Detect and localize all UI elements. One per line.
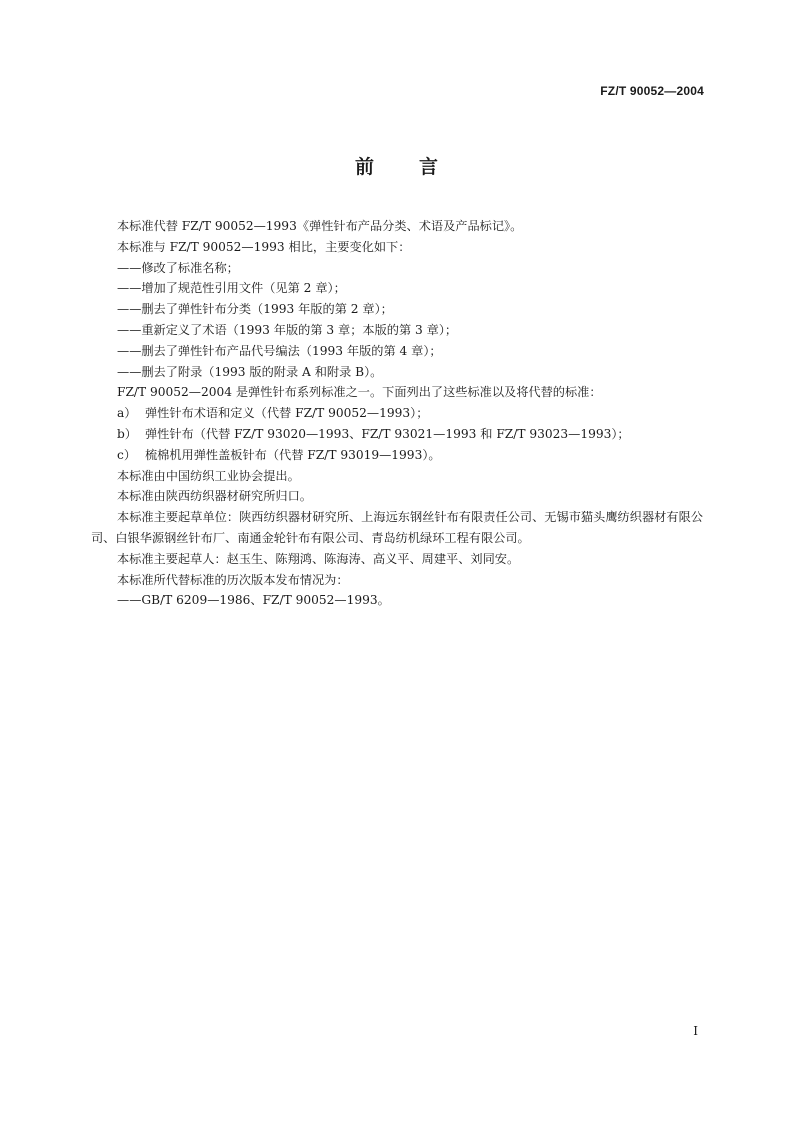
body-line: ——增加了规范性引用文件（见第 2 章）； xyxy=(117,281,346,296)
list-item xyxy=(91,403,703,424)
drafting-units: 本标准主要起草单位：陕西纺织器材研究所、上海远东钢丝针布有限责任公司、无锡市猫头鹰纺织器材有限公司、白银华源钢丝针布厂、南通金轮针布有限公司、青岛纺机绿环工程有限公司。 xyxy=(91,510,703,545)
list-item-text: 弹性针布（代替 FZ/T 93020—1993、FZ/T 93021—1993 和 FZ/T 93023—1993）； xyxy=(145,426,630,441)
list-item-text: 梳棉机用弹性盖板针布（代替 FZ/T 93019—1993）。 xyxy=(145,447,441,462)
body-line: 本标准与 FZ/T 90052—1993 相比，主要变化如下： xyxy=(117,239,411,254)
history-line: ——GB/T 6209—1986、FZ/T 90052—1993。 xyxy=(117,593,390,608)
proposed-by: 本标准由中国纺织工业协会提出。 xyxy=(117,468,300,483)
list-item-label: b） xyxy=(117,426,137,441)
doc-code: FZ/T 90052—2004 xyxy=(600,84,704,98)
body-line: ——删去了弹性针布分类（1993 年版的第 2 章）； xyxy=(117,302,393,317)
list-item xyxy=(91,424,703,445)
list-item-label: c） xyxy=(117,447,137,462)
body-line: 本标准代替 FZ/T 90052—1993《弹性针布产品分类、术语及产品标记》。 xyxy=(117,219,523,233)
history-intro: 本标准所代替标准的历次版本发布情况为： xyxy=(117,572,349,587)
page-title-part1: 前 xyxy=(354,156,375,178)
list-item-text: 弹性针布术语和定义（代替 FZ/T 90052—1993）； xyxy=(145,406,429,421)
body-line: ——重新定义了术语（1993 年版的第 3 章；本版的第 3 章）； xyxy=(117,322,458,337)
body-line: ——删去了附录（1993 版的附录 A 和附录 B）。 xyxy=(117,364,383,379)
body-line: ——修改了标准名称； xyxy=(117,260,239,275)
drafters: 本标准主要起草人：赵玉生、陈翔鸿、陈海涛、高义平、周建平、刘同安。 xyxy=(117,551,520,566)
body-line: ——删去了弹性针布产品代号编法（1993 年版的第 4 章）； xyxy=(117,343,442,358)
page-title-part2: 言 xyxy=(419,156,440,178)
document-body xyxy=(91,216,703,611)
list-item xyxy=(91,445,703,466)
body-line: FZ/T 90052—2004 是弹性针布系列标准之一。下面列出了这些标准以及将代替的标准： xyxy=(117,385,602,400)
list-item-label: a） xyxy=(117,406,137,421)
page-number: I xyxy=(693,1024,698,1038)
page-title xyxy=(0,152,794,179)
centralized-by: 本标准由陕西纺织器材研究所归口。 xyxy=(117,489,312,504)
